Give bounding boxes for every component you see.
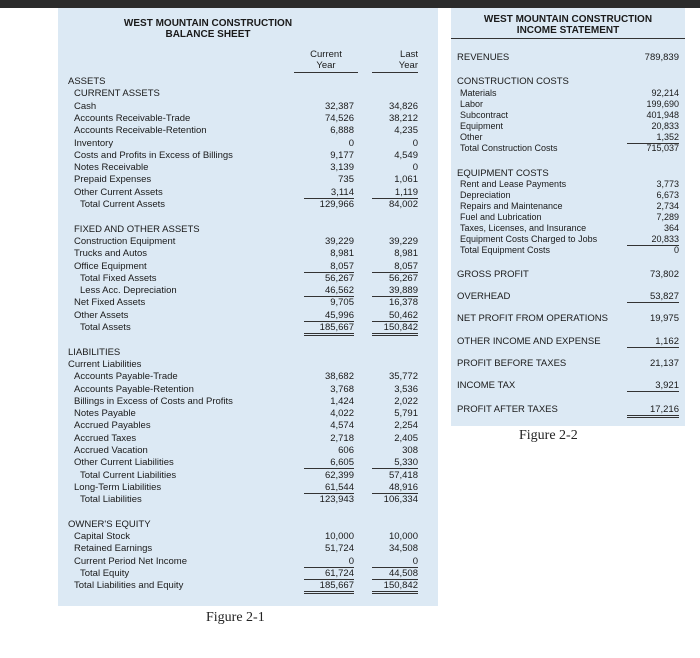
is-row-label: Equipment Costs Charged to Jobs [460, 234, 598, 244]
bs-row-last: 56,267 [388, 272, 418, 284]
is-row-value: 7,289 [656, 212, 679, 222]
is-row-label: REVENUES [457, 52, 510, 63]
is-row-value: 92,214 [651, 88, 679, 98]
is-row-label: OTHER INCOME AND EXPENSE [457, 336, 601, 347]
bs-row-last: 35,772 [388, 371, 418, 383]
bs-row-label: Long-Term Liabilities [74, 481, 162, 493]
is-row-value: 3,773 [656, 179, 679, 189]
is-row-label: Labor [460, 99, 484, 109]
bs-row-label: Total Liabilities [80, 494, 142, 506]
bs-row-last: 2,405 [394, 432, 418, 444]
is-row-label: Equipment [460, 121, 504, 131]
bs-row-label: Total Current Liabilities [80, 469, 177, 481]
is-row-value: 73,802 [649, 269, 679, 280]
bs-row-last: 57,418 [388, 469, 418, 481]
balance-sheet-title: BALANCE SHEET [165, 29, 251, 40]
bs-row-label: Capital Stock [74, 531, 130, 543]
bs-row-last: 10,000 [388, 531, 418, 543]
is-row-label: EQUIPMENT COSTS [457, 168, 549, 179]
balance-sheet-company: WEST MOUNTAIN CONSTRUCTION [123, 18, 293, 29]
bs-row-last: 0 [412, 137, 418, 149]
bs-row-last: 150,842 [372, 322, 418, 336]
bs-row-label: Current Period Net Income [74, 555, 187, 567]
is-row-value: 20,833 [651, 121, 679, 131]
bs-row-current: 0 [304, 556, 354, 568]
is-row-label: Other [460, 132, 483, 142]
is-row-label: NET PROFIT FROM OPERATIONS [457, 313, 608, 324]
bs-row-last: 38,212 [388, 112, 418, 124]
col-last-rule [372, 72, 418, 73]
bs-row-current: 8,057 [304, 261, 354, 273]
bs-row-label: Inventory [74, 137, 114, 149]
bs-row-current: 2,718 [330, 432, 354, 444]
bs-row-label: Other Current Liabilities [74, 457, 174, 469]
bs-row-label: FIXED AND OTHER ASSETS [74, 223, 200, 235]
is-row-value: 199,690 [646, 99, 679, 109]
bs-row-current: 4,022 [330, 408, 354, 420]
col-current-line1: Current [310, 49, 342, 60]
bs-row-current: 74,526 [324, 112, 354, 124]
bs-row-current: 123,943 [319, 494, 354, 506]
bs-row-last: 4,235 [394, 125, 418, 137]
is-row-value: 364 [663, 223, 679, 233]
bs-row-label: Total Equity [80, 568, 130, 579]
bs-row-label: Billings in Excess of Costs and Profits [74, 395, 233, 407]
is-row-label: PROFIT BEFORE TAXES [457, 358, 567, 369]
bs-row-current: 46,562 [304, 285, 354, 297]
bs-row-label: Accrued Taxes [74, 432, 137, 444]
is-row-label: INCOME TAX [457, 380, 516, 391]
bs-row-current: 606 [338, 445, 354, 456]
bs-row-label: Office Equipment [74, 260, 147, 272]
income-statement-rule [451, 38, 685, 39]
bs-row-last: 5,791 [394, 408, 418, 420]
is-row-value: 19,975 [649, 313, 679, 324]
bs-row-label: Total Liabilities and Equity [74, 580, 184, 592]
bs-row-current: 735 [338, 174, 354, 186]
is-row-value: 17,216 [627, 404, 679, 418]
bs-row-last: 48,916 [372, 482, 418, 494]
col-current-rule [294, 72, 358, 73]
bs-row-last: 50,462 [372, 310, 418, 322]
bs-row-last: 150,842 [372, 580, 418, 594]
bs-row-last: 308 [402, 445, 418, 456]
bs-row-label: Notes Payable [74, 408, 136, 420]
bs-row-last: 39,889 [372, 285, 418, 297]
bs-row-current: 61,724 [304, 568, 354, 580]
bs-row-label: LIABILITIES [68, 346, 121, 358]
col-current-line2: Year [316, 60, 336, 71]
bs-row-label: Prepaid Expenses [74, 174, 152, 186]
bs-row-last: 3,536 [394, 383, 418, 395]
bs-row-last: 1,119 [372, 187, 418, 199]
is-row-label: PROFIT AFTER TAXES [457, 404, 558, 415]
bs-row-current: 3,114 [304, 187, 354, 199]
bs-row-last: 4,549 [394, 149, 418, 161]
bs-row-current: 9,705 [330, 297, 354, 309]
is-row-label: Rent and Lease Payments [460, 179, 567, 189]
bs-row-last: 2,022 [394, 395, 418, 407]
bs-row-label: ASSETS [68, 76, 106, 87]
bs-row-current: 4,574 [330, 420, 354, 432]
bs-row-label: Net Fixed Assets [74, 297, 146, 309]
bs-row-last: 1,061 [394, 174, 418, 186]
bs-row-label: Costs and Profits in Excess of Billings [74, 149, 233, 161]
bs-row-label: Accrued Payables [74, 420, 151, 432]
income-statement-title: INCOME STATEMENT [516, 25, 620, 36]
is-row-label: CONSTRUCTION COSTS [457, 76, 569, 87]
bs-row-label: Accrued Vacation [74, 445, 148, 456]
bs-row-label: Construction Equipment [74, 235, 176, 247]
bs-row-current: 45,996 [304, 310, 354, 322]
bs-row-last: 5,330 [372, 457, 418, 469]
bs-row-label: Accounts Payable-Retention [74, 383, 194, 395]
is-row-label: Fuel and Lubrication [460, 212, 542, 222]
bs-row-label: Notes Receivable [74, 162, 149, 174]
is-row-value: 21,137 [649, 358, 679, 369]
bs-row-current: 39,229 [324, 235, 354, 247]
bs-row-label: Total Assets [80, 322, 131, 333]
bs-row-label: Retained Earnings [74, 543, 153, 555]
bs-row-label: Other Current Assets [74, 186, 163, 198]
bs-row-last: 16,378 [388, 297, 418, 309]
bs-row-current: 56,267 [324, 272, 354, 284]
income-statement-company: WEST MOUNTAIN CONSTRUCTION [483, 14, 653, 25]
figure-2-1-caption: Figure 2-1 [206, 610, 265, 625]
is-row-value: 6,673 [656, 190, 679, 200]
col-last-line2: Year [398, 60, 418, 71]
is-row-value: 715,037 [646, 143, 679, 153]
is-row-label: Total Equipment Costs [460, 245, 551, 255]
bs-row-last: 2,254 [394, 420, 418, 432]
bs-row-last: 34,826 [388, 100, 418, 112]
bs-row-current: 8,981 [330, 248, 354, 260]
is-row-label: Subcontract [460, 110, 509, 120]
bs-row-label: Accounts Receivable-Retention [74, 125, 207, 137]
bs-row-current: 6,605 [304, 457, 354, 469]
bs-row-last: 34,508 [388, 543, 418, 555]
is-row-value: 401,948 [646, 110, 679, 120]
is-row-value: 3,921 [627, 380, 679, 392]
bs-row-current: 185,667 [304, 580, 354, 594]
bs-row-current: 6,888 [330, 125, 354, 137]
bs-row-label: Accounts Receivable-Trade [74, 112, 191, 124]
bs-row-current: 61,544 [304, 482, 354, 494]
bs-row-label: Total Fixed Assets [80, 272, 157, 284]
bs-row-current: 185,667 [304, 322, 354, 336]
bs-row-last: 39,229 [388, 235, 418, 247]
bs-row-current: 3,768 [330, 383, 354, 395]
bs-row-label: Accounts Payable-Trade [74, 371, 178, 383]
is-row-value: 1,162 [627, 336, 679, 348]
is-row-value: 20,833 [627, 234, 679, 246]
is-row-label: Repairs and Maintenance [460, 201, 563, 211]
bs-row-last: 84,002 [388, 199, 418, 210]
is-row-value: 2,734 [656, 201, 679, 211]
is-row-label: Depreciation [460, 190, 511, 200]
bs-row-current: 62,399 [324, 469, 354, 481]
bs-row-label: Trucks and Autos [74, 248, 148, 260]
is-row-label: GROSS PROFIT [457, 269, 529, 280]
bs-row-current: 51,724 [324, 543, 354, 555]
income-statement [451, 8, 685, 426]
bs-row-last: 0 [372, 556, 418, 568]
bs-row-label: CURRENT ASSETS [74, 88, 160, 100]
is-row-label: Total Construction Costs [460, 143, 558, 153]
bs-row-current: 32,387 [324, 100, 354, 112]
top-bar [0, 0, 700, 8]
is-row-value: 1,352 [627, 132, 679, 144]
bs-row-last: 106,334 [383, 494, 418, 506]
bs-row-last: 8,981 [394, 248, 418, 260]
bs-row-label: Other Assets [74, 309, 129, 321]
bs-row-current: 1,424 [330, 395, 354, 407]
col-last-line1: Last [400, 49, 418, 60]
bs-row-last: 8,057 [372, 261, 418, 273]
bs-row-current: 38,682 [324, 371, 354, 383]
balance-sheet [58, 8, 438, 606]
bs-row-label: Less Acc. Depreciation [80, 285, 177, 297]
is-row-label: OVERHEAD [457, 291, 511, 302]
bs-row-current: 3,139 [330, 162, 354, 174]
is-row-value: 53,827 [627, 291, 679, 303]
bs-row-label: Current Liabilities [68, 358, 142, 370]
bs-row-current: 129,966 [319, 199, 354, 210]
is-row-value: 0 [673, 245, 679, 255]
is-row-label: Materials [460, 88, 497, 98]
bs-row-last: 0 [412, 162, 418, 174]
bs-row-label: Total Current Assets [80, 199, 166, 210]
is-row-label: Taxes, Licenses, and Insurance [460, 223, 587, 233]
bs-row-label: Cash [74, 100, 97, 112]
bs-row-last: 44,508 [372, 568, 418, 580]
bs-row-label: OWNER'S EQUITY [68, 518, 151, 530]
bs-row-current: 10,000 [324, 531, 354, 543]
is-row-value: 789,839 [644, 52, 679, 63]
bs-row-current: 0 [348, 137, 354, 149]
bs-row-current: 9,177 [330, 149, 354, 161]
figure-2-2-caption: Figure 2-2 [519, 428, 578, 443]
